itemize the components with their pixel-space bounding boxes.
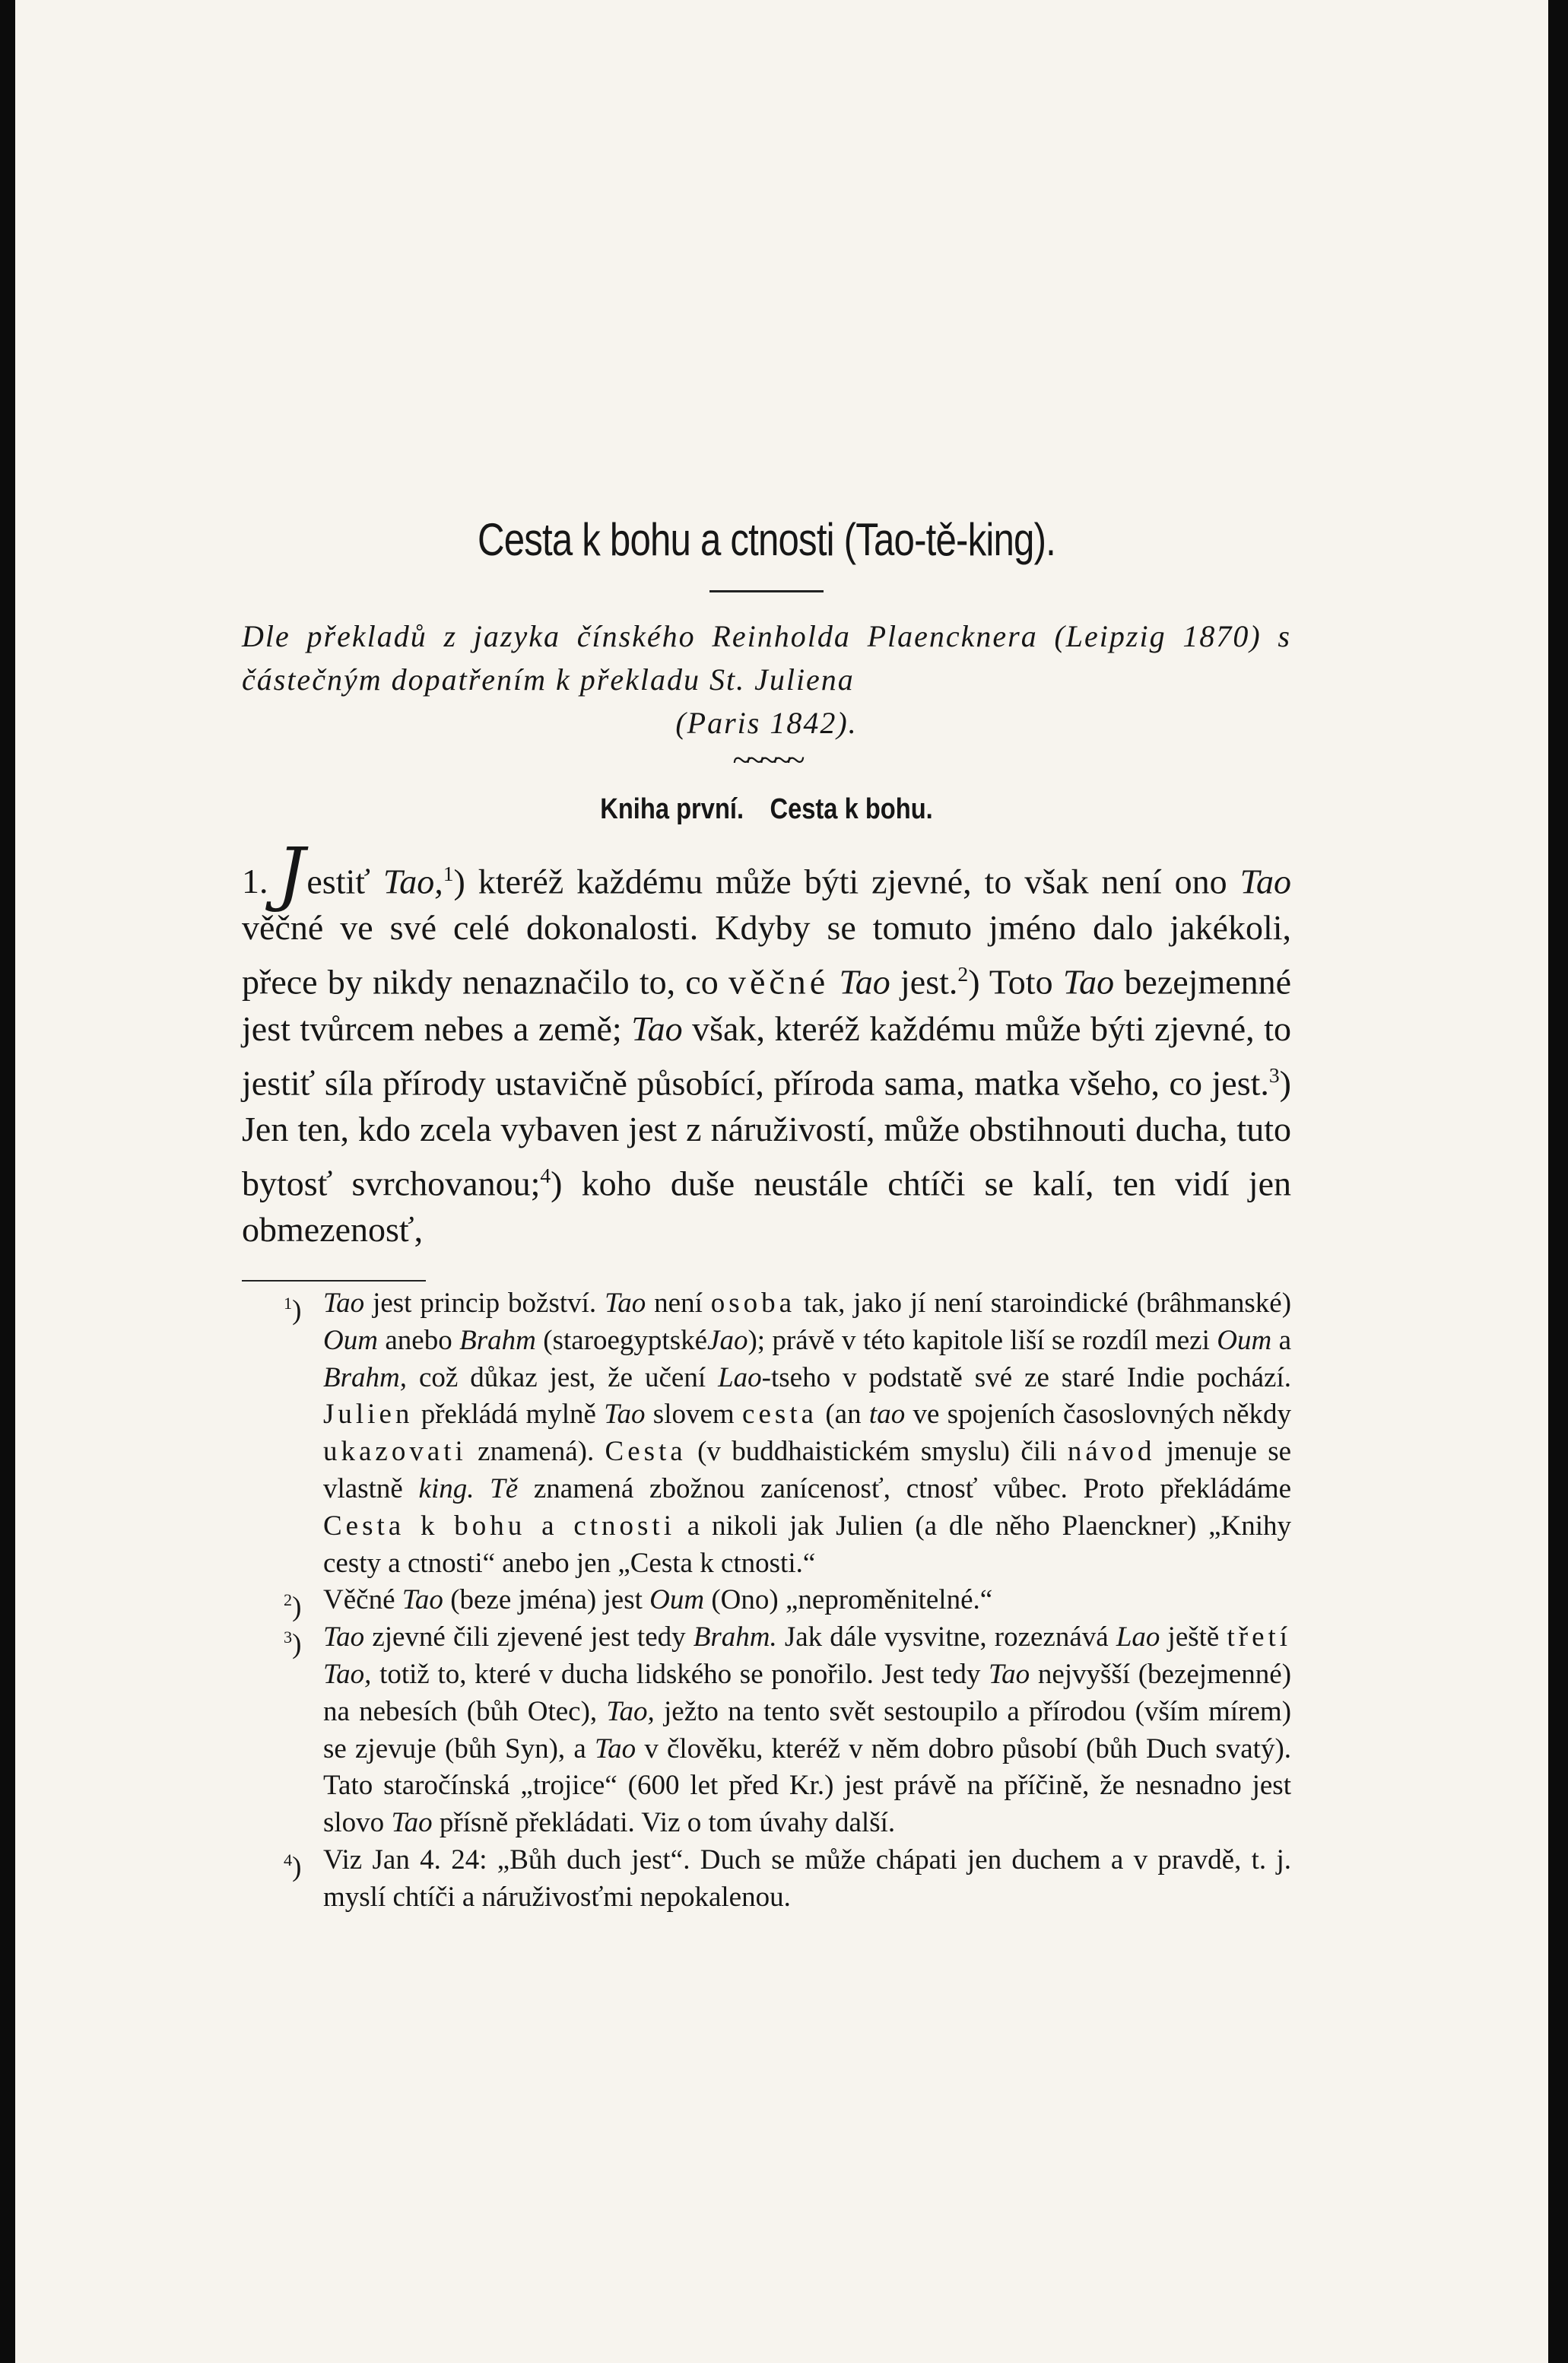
subtitle-last: (Paris 1842). xyxy=(675,706,858,740)
chapter-label: Cesta k bohu. xyxy=(770,793,933,825)
footnote-mark: $^3$) xyxy=(284,1628,302,1660)
text-run: ) koho duše neustále chtíči se kalí, ten vidí jen obmezenosť, xyxy=(242,1164,1292,1250)
text-run: ) Jen ten, kdo zcela vybaven jest z náruživostí, může obstihnouti ducha, tuto bytosť svrchovanou; xyxy=(242,1062,1291,1203)
text-run: znamená zbožnou zanícenosť, ctnosť vůbec. Proto překládáme xyxy=(533,1472,1292,1504)
emphasis-julien: Julien xyxy=(323,1399,414,1431)
text-run: což důkaz jest, že učení xyxy=(418,1361,706,1393)
text-run: (v buddhaistickém smyslu) čili xyxy=(697,1436,1057,1468)
footnote-mark: $^4$) xyxy=(284,1850,302,1883)
footnote-3 xyxy=(242,1619,1291,1842)
text-run: Viz Jan 4. 24: „Bůh duch jest“. Duch se může chápati jen duchem a v pravdě, t. j. myslí chtíči a náruživosťmi nepokalenou. xyxy=(323,1844,1291,1913)
footnote-ref: 2 xyxy=(957,962,969,986)
emphasis-cesta: Cesta xyxy=(605,1436,687,1468)
text-run: (an xyxy=(825,1399,862,1431)
emphasis-cesta: cesta xyxy=(742,1399,817,1431)
book-label: Kniha první. xyxy=(600,793,744,825)
footnote-mark-number: 3 xyxy=(284,1628,293,1647)
text-run: ); právě v této kapitole liší se rozdíl mezi xyxy=(747,1324,1210,1356)
text-run: ještě xyxy=(1167,1621,1220,1653)
page-title: Cesta k bohu a ctnosti (Tao-tě-king). xyxy=(478,514,1055,565)
footnote-rule xyxy=(242,1280,426,1282)
text-run: (beze jména) jest xyxy=(450,1584,643,1616)
footnote-ref: 3 xyxy=(1268,1062,1280,1087)
footnote-1 xyxy=(242,1285,1291,1582)
scan-border-right xyxy=(1548,0,1568,2363)
subtitle-text: Dle překladů z jazyka čínského Reinholda Plaencknera (Leipzig 1870) s částečným dopatřením k překladu St. Juliena xyxy=(242,619,1291,697)
emphasis-ukazovati: ukazovati xyxy=(323,1436,467,1468)
scan-border-left xyxy=(0,0,15,2363)
footnote-mark-number: 4 xyxy=(284,1850,293,1869)
term-tao: Tao xyxy=(1062,962,1115,1002)
term-jao: Jao xyxy=(707,1324,748,1356)
text-run: -tseho v podstatě své ze staré Indie pochází. xyxy=(761,1361,1292,1393)
text-run: v člověku, kteréž v něm dobro působí (bůh Duch svatý). Tato staročínská „trojice“ (600 let před Kr.) jest právě na příčině, že nesnadno jest slovo xyxy=(323,1733,1292,1839)
text-run: slovem xyxy=(652,1399,735,1431)
text-run: zjevné čili zjevené jest tedy xyxy=(372,1621,686,1653)
drop-cap: J xyxy=(277,833,306,915)
text-run: však, kteréž každému může býti zjevné, to jestiť síla přírody ustavičně působící, příroda sama, matka všeho, co jest. xyxy=(242,1008,1291,1102)
text-run: a nikoli jak Julien (a dle něho Plaenckner) „Knihy cesty a ctnosti“ anebo jen „Cesta k ctnosti.“ xyxy=(323,1510,1292,1579)
emphasis-cesta-k-bohu: Cesta k bohu a ctnosti xyxy=(323,1510,675,1542)
footnote-4 xyxy=(242,1842,1291,1917)
text-run: ) kteréž každému může býti zjevné, to však není ono xyxy=(453,862,1227,901)
text-run: nejvyšší (bezejmenné) na nebesích (bůh Otec), xyxy=(323,1658,1292,1727)
emphasis-osoba: osoba xyxy=(710,1288,796,1319)
text-run: znamená). xyxy=(478,1436,595,1468)
emphasis-vecne: věčné xyxy=(728,962,830,1002)
term-tao: Tao xyxy=(391,1807,433,1839)
footnote-mark-number: 2 xyxy=(284,1590,293,1610)
term-tao: Tao, xyxy=(382,862,443,901)
term-tao: Tao xyxy=(402,1584,443,1616)
term-lao: Lao xyxy=(718,1361,762,1393)
term-tao: Tao, xyxy=(323,1658,372,1690)
text-run: (Ono) „neproměnitelné.“ xyxy=(711,1584,993,1616)
term-tao: Tao xyxy=(323,1288,365,1319)
term-tao: Tao xyxy=(605,1288,646,1319)
text-run: bezejmenné jest tvůrcem nebes a země; xyxy=(242,962,1292,1048)
term-brahm: Brahm xyxy=(459,1324,536,1356)
text-run: přísně překládati. Viz o tom úvahy další. xyxy=(439,1807,896,1839)
term-lao: Lao xyxy=(1116,1621,1160,1653)
term-oum: Oum xyxy=(1217,1324,1272,1356)
text-run: není xyxy=(654,1288,703,1319)
paragraph-number: 1. xyxy=(242,862,268,901)
footnotes xyxy=(242,1285,1291,1917)
text-run: jest princip božství. xyxy=(373,1288,597,1319)
text-run: anebo xyxy=(385,1324,452,1356)
ornament-tilde: ~~~~~ xyxy=(732,742,801,779)
term-tao: Tao xyxy=(604,1399,646,1431)
footnote-mark: $^2$) xyxy=(284,1590,302,1623)
term-tao: Tao xyxy=(839,962,890,1002)
term-te: Tě xyxy=(490,1472,519,1504)
text-run: Věčné xyxy=(323,1584,395,1616)
text-run: věčné ve své celé dokonalosti. Kdyby se tomuto jméno dalo jakékoli, přece by nikdy nenaznačilo to, co xyxy=(242,908,1291,1002)
term-tao: Tao xyxy=(631,1008,683,1048)
footnote-ref: 1 xyxy=(443,862,454,885)
term-brahm: Brahm. xyxy=(693,1621,777,1653)
text-run: ježto na tento svět sestoupilo a přírodou (vším mírem) se zjevuje (bůh Syn), a xyxy=(323,1695,1292,1764)
text-run: estiť xyxy=(306,862,370,901)
footnote-mark-number: 1 xyxy=(284,1294,293,1313)
term-oum: Oum xyxy=(323,1324,378,1356)
emphasis-treti: třetí xyxy=(1227,1621,1292,1653)
text-run: (staroegyptské xyxy=(543,1324,708,1356)
text-run: ve spojeních časoslovných někdy xyxy=(913,1399,1292,1431)
text-run: totiž to, které v ducha lidského se ponořilo. Jest tedy xyxy=(379,1658,981,1690)
term-tao: Tao xyxy=(1239,862,1291,901)
term-tao: Tao xyxy=(323,1621,365,1653)
text-run: překládá mylně xyxy=(421,1399,596,1431)
text-run: jest. xyxy=(900,962,958,1002)
title-rule xyxy=(709,590,824,592)
term-tao: Tao xyxy=(988,1658,1030,1690)
term-tao: Tao xyxy=(594,1733,636,1764)
text-run: jmenuje se vlastně xyxy=(323,1436,1292,1504)
footnote-ref: 4 xyxy=(540,1163,551,1187)
text-run: ) Toto xyxy=(968,962,1053,1002)
term-brahm: Brahm, xyxy=(323,1361,407,1393)
footnote-2 xyxy=(242,1582,1291,1623)
footnote-mark: $^1$) xyxy=(284,1294,302,1326)
text-run: a xyxy=(1278,1324,1292,1356)
term-tao: Tao, xyxy=(606,1695,655,1727)
term-king: king. xyxy=(418,1472,475,1504)
subtitle xyxy=(242,615,1291,745)
text-run: Jak dále vysvitne, rozeznává xyxy=(784,1621,1109,1653)
text-run: tak, jako jí není staroindické (brâhmanské) xyxy=(803,1288,1292,1319)
paragraph-1 xyxy=(242,833,1292,1253)
section-heading xyxy=(316,793,1218,826)
term-oum: Oum xyxy=(649,1584,705,1616)
term-tao: tao xyxy=(868,1399,906,1431)
emphasis-navod: návod xyxy=(1067,1436,1156,1468)
